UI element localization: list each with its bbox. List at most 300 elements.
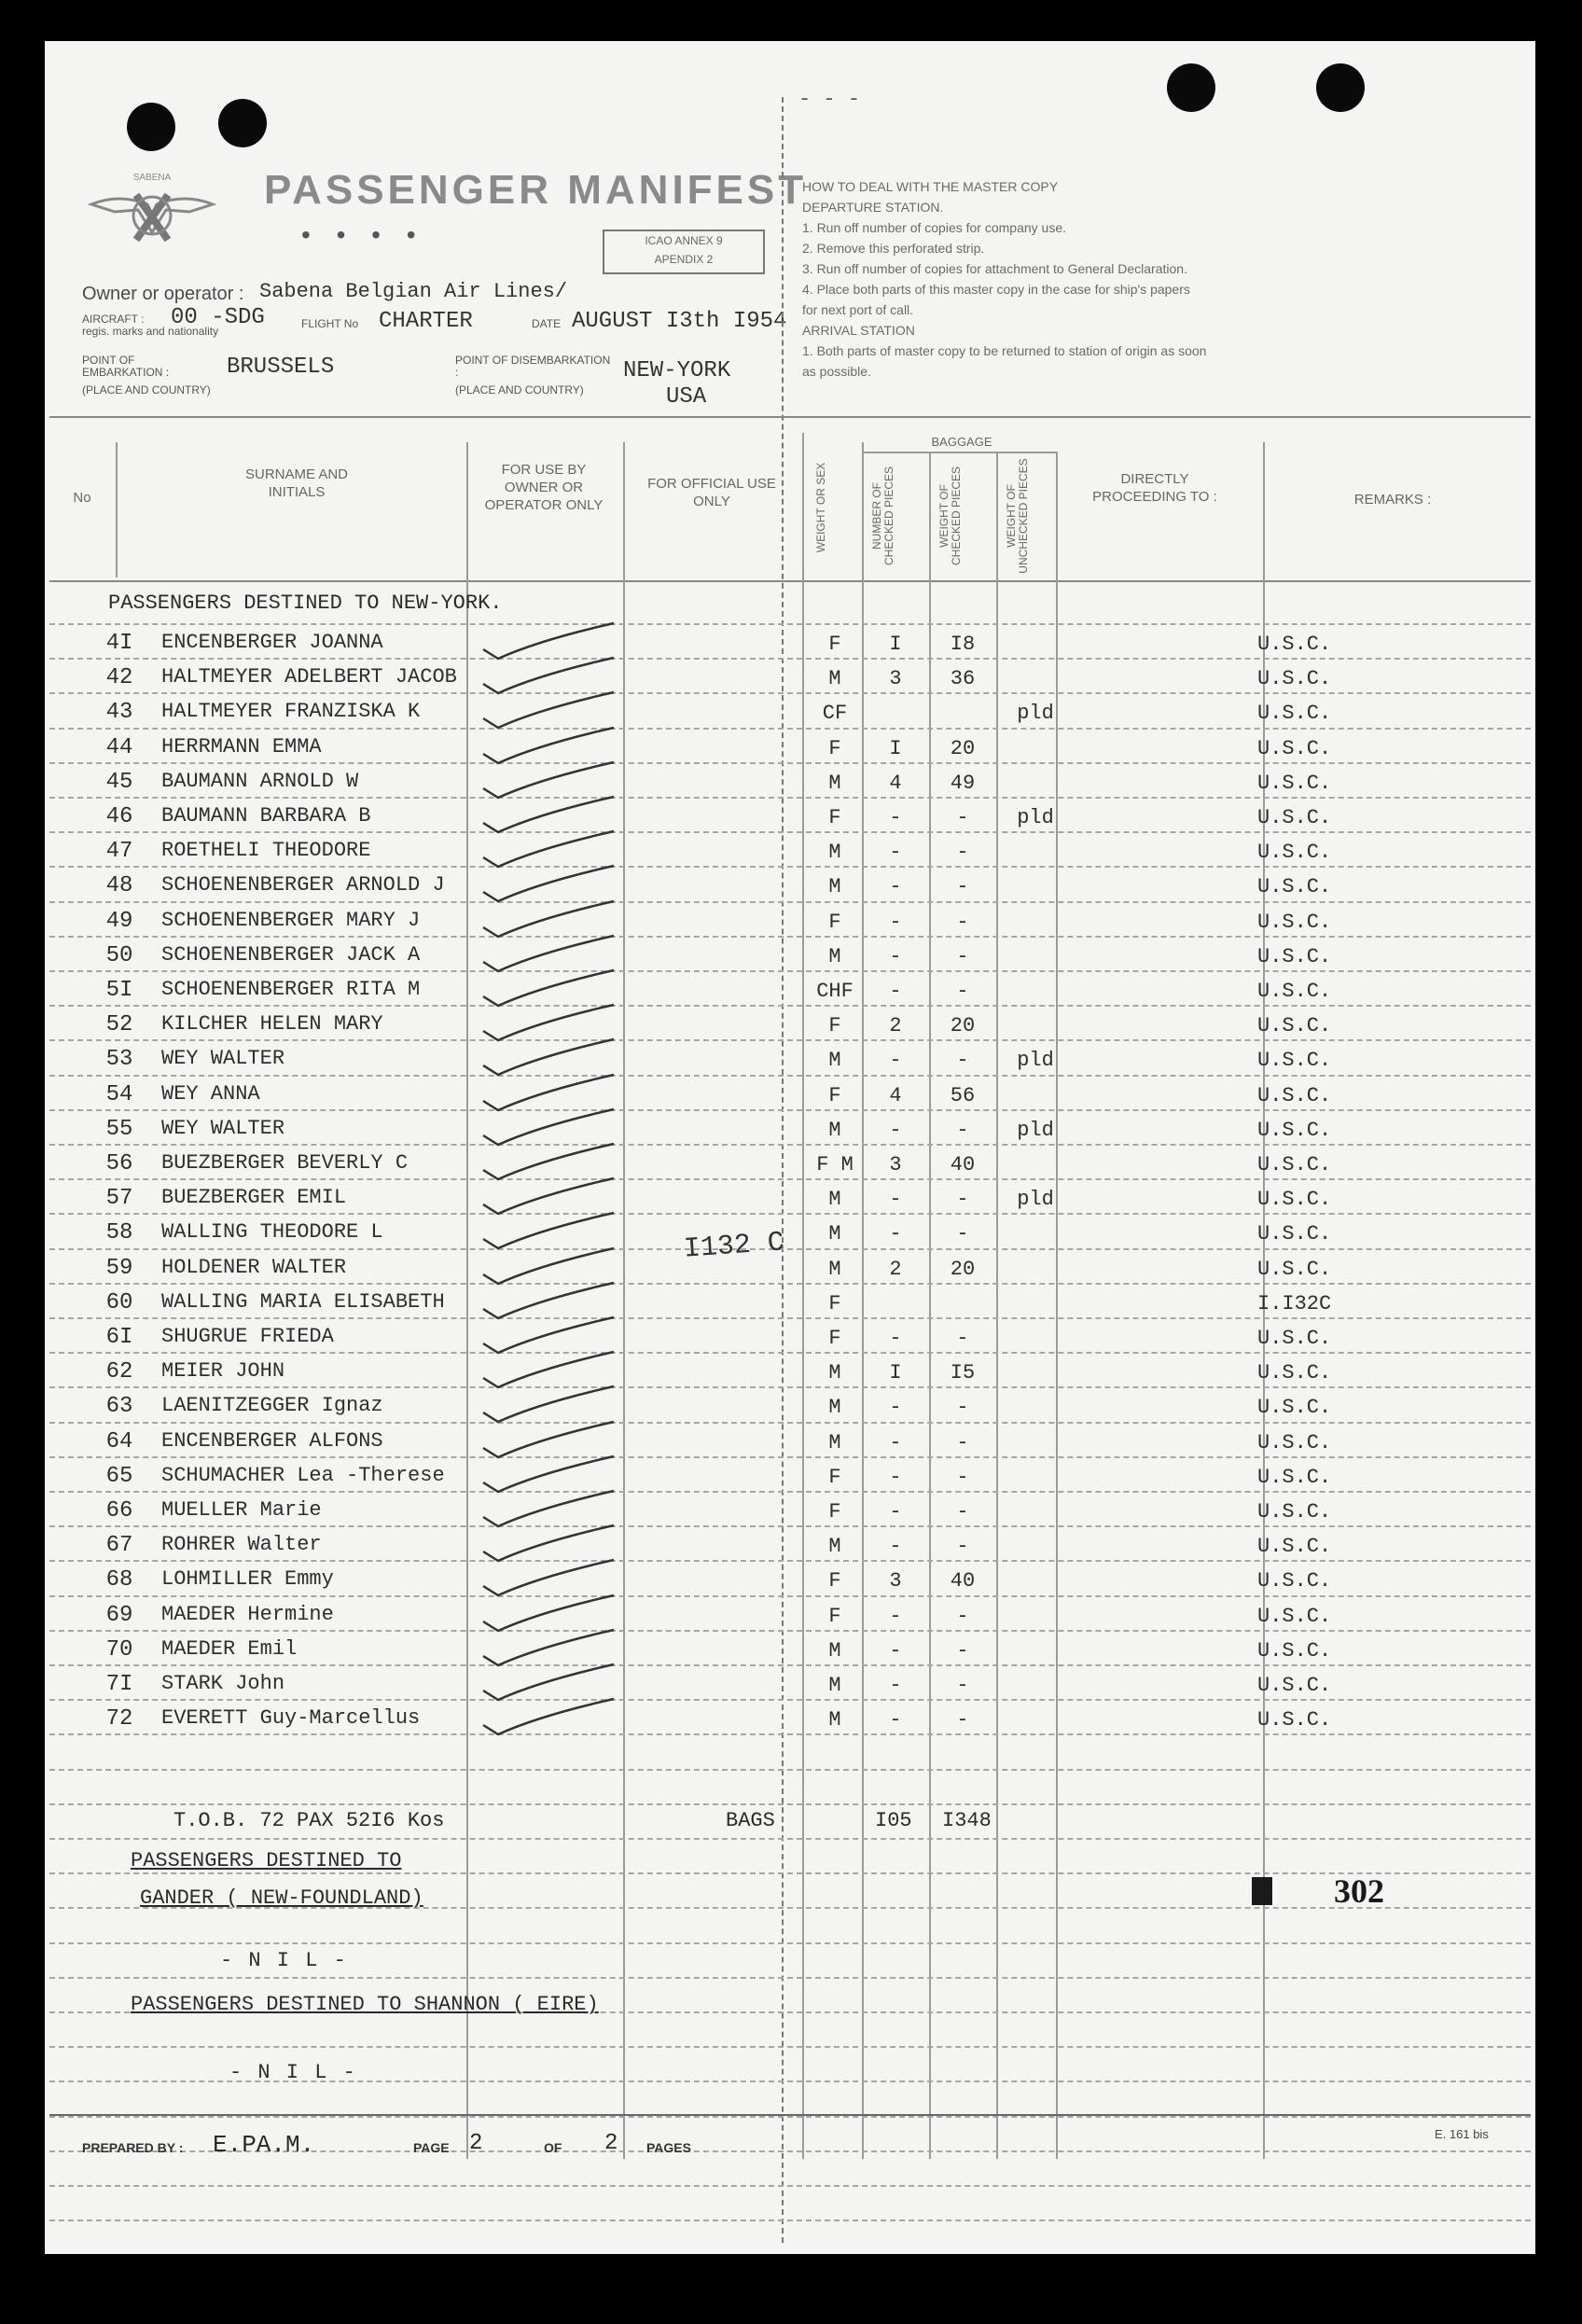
passenger-no: 53 <box>105 1047 133 1073</box>
row-rule <box>49 1838 1531 1840</box>
col-header-checked-wt: WEIGHT OF CHECKED PIECES <box>937 466 963 566</box>
checked-weight: - <box>956 910 969 934</box>
checked-pieces: - <box>889 875 902 899</box>
passenger-no: 69 <box>105 1602 133 1628</box>
passenger-remarks: U.S.C. <box>1257 1396 1332 1420</box>
passenger-row <box>45 1529 1535 1564</box>
checked-pieces: 2 <box>889 1257 902 1281</box>
passenger-remarks: U.S.C. <box>1257 1708 1332 1733</box>
of-label: OF <box>544 2140 562 2155</box>
checked-weight: I5 <box>950 1361 976 1385</box>
passenger-remarks: U.S.C. <box>1257 1638 1332 1663</box>
passenger-no: 55 <box>105 1116 133 1142</box>
checked-pieces: 2 <box>889 1014 902 1038</box>
checked-pieces: - <box>889 1535 902 1559</box>
checked-weight: - <box>956 841 969 865</box>
passenger-remarks: U.S.C. <box>1257 841 1332 865</box>
passenger-row <box>45 1148 1535 1182</box>
instruction-line: HOW TO DEAL WITH THE MASTER COPY <box>802 179 1059 194</box>
checked-pieces: 3 <box>889 667 902 691</box>
checked-weight: - <box>956 1638 969 1663</box>
master-copy-instructions <box>802 176 1455 382</box>
pages-label: PAGES <box>646 2140 691 2155</box>
checked-pieces: - <box>889 1118 902 1142</box>
passenger-sex: M <box>828 1222 841 1246</box>
passenger-no: 63 <box>105 1394 133 1420</box>
passenger-name: BAUMANN BARBARA B <box>161 804 371 828</box>
passenger-row <box>45 835 1535 870</box>
totals-bags-label: BAGS <box>726 1809 775 1832</box>
checked-weight: - <box>956 944 969 968</box>
manifest-title: PASSENGER MANIFEST <box>264 167 808 213</box>
passenger-no: 49 <box>105 908 133 934</box>
checked-pieces: - <box>889 1674 902 1697</box>
passenger-name: KILCHER HELEN MARY <box>161 1012 383 1037</box>
passenger-sex: M <box>828 1188 841 1212</box>
passenger-remarks: U.S.C. <box>1257 875 1332 899</box>
passenger-sex: CHF <box>816 980 853 1003</box>
passenger-name: STARK John <box>161 1672 285 1695</box>
passenger-remarks: U.S.C. <box>1257 736 1332 760</box>
passenger-no: 46 <box>105 804 133 829</box>
checked-pieces: - <box>889 910 902 934</box>
passenger-sex: F <box>828 633 841 656</box>
punch-hole <box>218 99 267 147</box>
passenger-remarks: U.S.C. <box>1257 1118 1332 1142</box>
manifest-page <box>45 41 1535 2254</box>
checked-pieces: 3 <box>889 1153 902 1176</box>
passenger-no: 70 <box>105 1636 133 1663</box>
title-dots: • • • • <box>301 220 425 249</box>
passenger-no: 67 <box>105 1533 133 1559</box>
passenger-row <box>45 870 1535 904</box>
passenger-name: SCHOENENBERGER ARNOLD J <box>161 873 445 898</box>
aircraft-value: 00 -SDG <box>171 305 265 330</box>
checked-weight: 56 <box>950 1083 976 1107</box>
passenger-name: BUEZBERGER EMIL <box>161 1186 347 1210</box>
passenger-no: 50 <box>105 942 133 968</box>
passenger-remarks: U.S.C. <box>1257 633 1332 656</box>
owner-label: Owner or operator : <box>82 284 244 304</box>
passenger-sex: M <box>828 1361 841 1385</box>
passenger-row <box>45 1495 1535 1529</box>
passenger-sex: F <box>828 1500 841 1524</box>
passenger-remarks: U.S.C. <box>1257 944 1332 968</box>
row-rule <box>49 623 1531 625</box>
unchecked-weight: pld <box>1017 1188 1054 1212</box>
instruction-line: ARRIVAL STATION <box>802 323 915 338</box>
section-heading-new-york: PASSENGERS DESTINED TO NEW-YORK. <box>108 591 503 615</box>
checked-weight: 40 <box>950 1569 976 1593</box>
checked-pieces: - <box>889 1500 902 1524</box>
passenger-remarks: U.S.C. <box>1257 1222 1332 1246</box>
passenger-no: 47 <box>105 839 133 865</box>
passenger-no: 64 <box>105 1428 133 1454</box>
checked-weight: 20 <box>950 736 976 760</box>
passenger-remarks: U.S.C. <box>1257 1361 1332 1385</box>
checked-weight: - <box>956 1708 969 1733</box>
passenger-no: 66 <box>105 1498 133 1524</box>
date-label: DATE <box>532 317 562 330</box>
passenger-name: BUEZBERGER BEVERLY C <box>161 1151 409 1175</box>
checked-pieces: - <box>889 1430 902 1454</box>
passenger-remarks: U.S.C. <box>1257 667 1332 691</box>
passenger-remarks: U.S.C. <box>1257 1049 1332 1073</box>
passenger-name: MUELLER Marie <box>161 1498 322 1522</box>
passenger-name: SCHOENENBERGER RITA M <box>161 978 421 1001</box>
passenger-sex: M <box>828 1430 841 1454</box>
icao-annex-box <box>603 230 765 274</box>
passenger-sex: CF <box>822 702 848 726</box>
passenger-name: SCHUMACHER Lea -Therese <box>161 1463 445 1487</box>
row-rule <box>49 1769 1531 1771</box>
passenger-row <box>45 1426 1535 1460</box>
totals-bags-weight: I348 <box>942 1809 992 1832</box>
passenger-no: 58 <box>105 1220 133 1246</box>
footer-rule <box>49 2114 1531 2116</box>
checked-weight: 40 <box>950 1153 976 1176</box>
aircraft-sub: regis. marks and nationality <box>82 325 219 338</box>
baggage-underline <box>864 452 1056 453</box>
passenger-name: WALLING MARIA ELISABETH <box>161 1289 445 1314</box>
icao-line-2: APENDIX 2 <box>654 253 714 266</box>
checked-pieces: 4 <box>889 1083 902 1107</box>
passenger-sex: F <box>828 1465 841 1489</box>
passenger-name: MAEDER Hermine <box>161 1602 334 1626</box>
passenger-name: MEIER JOHN <box>161 1359 285 1384</box>
passenger-remarks: U.S.C. <box>1257 1430 1332 1454</box>
passenger-row <box>45 696 1535 731</box>
passenger-sex: M <box>828 875 841 899</box>
passenger-row <box>45 1668 1535 1703</box>
stamp-number: 302 <box>1334 1872 1384 1910</box>
passenger-remarks: U.S.C. <box>1257 1014 1332 1038</box>
col-header-surname: SURNAME AND INITIALS <box>244 466 349 500</box>
table-header-bottom-rule <box>49 580 1531 582</box>
col-header-remarks: REMARKS : <box>1353 492 1432 508</box>
passenger-sex: F <box>828 1291 841 1315</box>
passenger-no: 62 <box>105 1359 133 1385</box>
passenger-remarks: U.S.C. <box>1257 806 1332 829</box>
unchecked-weight: pld <box>1017 702 1054 726</box>
passenger-remarks: U.S.C. <box>1257 910 1332 934</box>
passenger-sex: F <box>828 1327 841 1350</box>
passenger-remarks: U.S.C. <box>1257 1153 1332 1176</box>
disembark-country: USA <box>666 384 707 410</box>
passenger-remarks: U.S.C. <box>1257 1327 1332 1350</box>
checked-weight: 20 <box>950 1014 976 1038</box>
passenger-remarks: U.S.C. <box>1257 1257 1332 1281</box>
official-note: I132 C <box>682 1227 786 1266</box>
passenger-row <box>45 1703 1535 1737</box>
passenger-row <box>45 1460 1535 1495</box>
passenger-no: 59 <box>105 1255 133 1281</box>
passenger-row <box>45 1252 1535 1287</box>
check-mark-icon <box>455 1697 632 1738</box>
passenger-sex: F <box>828 806 841 829</box>
instruction-line: DEPARTURE STATION. <box>802 200 944 215</box>
passenger-name: ENCENBERGER ALFONS <box>161 1428 383 1453</box>
checked-weight: - <box>956 1222 969 1246</box>
passenger-sex: M <box>828 1708 841 1733</box>
passenger-name: SHUGRUE FRIEDA <box>161 1325 334 1348</box>
passenger-sex: M <box>828 841 841 865</box>
row-rule <box>49 1942 1531 1944</box>
of-value: 2 <box>604 2131 618 2156</box>
prepared-label: PREPARED BY : <box>82 2140 184 2155</box>
passenger-row <box>45 1217 1535 1251</box>
checked-pieces: - <box>889 841 902 865</box>
passenger-row <box>45 974 1535 1009</box>
col-header-directly: DIRECTLY PROCEEDING TO : <box>1092 471 1217 505</box>
passenger-name: MAEDER Emil <box>161 1636 298 1661</box>
col-divider <box>116 442 118 578</box>
checked-pieces: I <box>889 633 902 656</box>
col-header-baggage: BAGGAGE <box>931 435 992 449</box>
passenger-sex: M <box>828 1118 841 1142</box>
row-rule <box>49 2185 1531 2187</box>
flight-value: CHARTER <box>379 309 473 334</box>
passenger-row <box>45 800 1535 835</box>
passenger-row <box>45 1390 1535 1425</box>
passenger-row <box>45 1079 1535 1113</box>
stamp-mark <box>1252 1877 1272 1905</box>
checked-pieces: - <box>889 1604 902 1628</box>
passenger-row <box>45 905 1535 939</box>
checked-pieces: - <box>889 806 902 829</box>
checked-pieces: 4 <box>889 771 902 795</box>
checked-weight: I8 <box>950 633 976 656</box>
checked-weight: - <box>956 1327 969 1350</box>
svg-text:SABENA: SABENA <box>132 173 172 183</box>
table-top-rule <box>49 416 1531 418</box>
checked-pieces: - <box>889 1708 902 1733</box>
passenger-no: 72 <box>105 1706 133 1733</box>
passenger-row <box>45 1287 1535 1321</box>
passenger-row <box>45 1182 1535 1217</box>
checked-weight: - <box>956 1118 969 1142</box>
passenger-row <box>45 731 1535 766</box>
passenger-remarks: U.S.C. <box>1257 702 1332 726</box>
passenger-row <box>45 766 1535 800</box>
disembark-value: NEW-YORK <box>623 358 731 383</box>
col-header-official-use: FOR OFFICIAL USE ONLY <box>647 476 776 509</box>
unchecked-weight: pld <box>1017 806 1054 829</box>
checked-weight: - <box>956 875 969 899</box>
passenger-remarks: U.S.C. <box>1257 1083 1332 1107</box>
passenger-no: 6I <box>105 1325 133 1350</box>
passenger-sex: M <box>828 1535 841 1559</box>
checked-pieces: - <box>889 1638 902 1663</box>
punch-hole <box>1316 63 1365 112</box>
passenger-no: 4I <box>105 631 133 656</box>
passenger-name: EVERETT Guy-Marcellus <box>161 1706 421 1731</box>
passenger-sex: M <box>828 1049 841 1073</box>
passenger-sex: M <box>828 771 841 795</box>
passenger-no: 42 <box>105 665 133 691</box>
passenger-no: 56 <box>105 1151 133 1176</box>
passenger-no: 68 <box>105 1567 133 1593</box>
checked-pieces: - <box>889 1188 902 1212</box>
passenger-sex: M <box>828 944 841 968</box>
col-header-owner-use: FOR USE BY OWNER OR OPERATOR ONLY <box>484 462 604 513</box>
instruction-line: 4. Place both parts of this master copy in the case for ship's papers <box>802 282 1190 297</box>
checked-pieces: - <box>889 1049 902 1073</box>
checked-weight: - <box>956 1188 969 1212</box>
passenger-remarks: U.S.C. <box>1257 1188 1332 1212</box>
passenger-row <box>45 1356 1535 1390</box>
punch-hole <box>127 103 175 151</box>
owner-value: Sabena Belgian Air Lines/ <box>259 280 568 303</box>
passenger-name: LOHMILLER Emmy <box>161 1567 334 1592</box>
passenger-sex: F <box>828 1083 841 1107</box>
passenger-no: 7I <box>105 1672 133 1697</box>
punch-hole <box>1167 63 1215 112</box>
passenger-sex: F <box>828 1604 841 1628</box>
passenger-name: LAENITZEGGER Ignaz <box>161 1394 383 1418</box>
passenger-sex: M <box>828 1674 841 1697</box>
totals-tob: T.O.B. 72 PAX 52I6 Kos <box>173 1809 445 1832</box>
sabena-logo-icon <box>82 167 222 256</box>
instruction-line: 3. Run off number of copies for attachment to General Declaration. <box>802 261 1187 276</box>
nil-shannon: - N I L - <box>229 2061 357 2084</box>
passenger-name: BAUMANN ARNOLD W <box>161 769 359 793</box>
passenger-row <box>45 1599 1535 1634</box>
passenger-no: 57 <box>105 1186 133 1212</box>
passenger-no: 45 <box>105 769 133 795</box>
passenger-name: WEY WALTER <box>161 1116 285 1140</box>
passenger-remarks: U.S.C. <box>1257 1500 1332 1524</box>
passenger-no: 52 <box>105 1012 133 1038</box>
passenger-row <box>45 1634 1535 1668</box>
gander-heading: PASSENGERS DESTINED TO <box>131 1849 402 1872</box>
col-header-checked-num: NUMBER OF CHECKED PIECES <box>870 466 895 566</box>
checked-weight: - <box>956 1396 969 1420</box>
flight-label: FLIGHT No <box>301 317 359 330</box>
embark-label: POINT OF EMBARKATION : <box>82 354 170 379</box>
checked-pieces: - <box>889 1222 902 1246</box>
unchecked-weight: pld <box>1017 1049 1054 1073</box>
checked-weight: - <box>956 1465 969 1489</box>
passenger-no: 43 <box>105 700 133 726</box>
instruction-line: 2. Remove this perforated strip. <box>802 241 985 256</box>
passenger-name: HALTMEYER FRANZISKA K <box>161 700 421 724</box>
checked-weight: - <box>956 1500 969 1524</box>
passenger-row <box>45 1009 1535 1043</box>
disembark-sub: (PLACE AND COUNTRY) <box>455 383 584 397</box>
col-header-weight-sex: WEIGHT OR SEX <box>814 462 827 553</box>
passenger-row <box>45 627 1535 661</box>
passenger-name: WEY ANNA <box>161 1081 260 1106</box>
passenger-remarks: U.S.C. <box>1257 1569 1332 1593</box>
passenger-sex: F <box>828 736 841 760</box>
passenger-no: 65 <box>105 1463 133 1489</box>
passenger-no: 5I <box>105 978 133 1003</box>
row-rule <box>49 2220 1531 2221</box>
page-value: 2 <box>469 2131 483 2156</box>
passenger-remarks: U.S.C. <box>1257 1535 1332 1559</box>
passenger-sex: M <box>828 1257 841 1281</box>
checked-pieces: - <box>889 944 902 968</box>
icao-line-1: ICAO ANNEX 9 <box>645 234 723 247</box>
shannon-heading: PASSENGERS DESTINED TO SHANNON ( EIRE) <box>131 1993 599 2016</box>
unchecked-weight: pld <box>1017 1118 1054 1142</box>
instruction-line: 1. Run off number of copies for company use. <box>802 220 1067 235</box>
passenger-no: 54 <box>105 1081 133 1107</box>
passenger-no: 44 <box>105 734 133 760</box>
checked-weight: - <box>956 1604 969 1628</box>
passenger-name: ROHRER Walter <box>161 1533 322 1557</box>
col-header-no: No <box>73 490 91 506</box>
nil-gander: - N I L - <box>220 1949 348 1972</box>
checked-weight: 49 <box>950 771 976 795</box>
passenger-name: SCHOENENBERGER JACK A <box>161 942 421 967</box>
passenger-name: WALLING THEODORE L <box>161 1220 383 1245</box>
passenger-name: HOLDENER WALTER <box>161 1255 347 1279</box>
checked-weight: - <box>956 806 969 829</box>
row-rule <box>49 2046 1531 2048</box>
checked-pieces: I <box>889 736 902 760</box>
passenger-sex: M <box>828 1396 841 1420</box>
checked-pieces: I <box>889 1361 902 1385</box>
checked-pieces: - <box>889 980 902 1003</box>
passenger-row <box>45 1564 1535 1598</box>
top-mark: - - - <box>798 88 861 111</box>
passenger-row <box>45 939 1535 974</box>
passenger-name: HERRMANN EMMA <box>161 734 322 758</box>
passenger-remarks: U.S.C. <box>1257 1465 1332 1489</box>
instruction-line: as possible. <box>802 364 871 379</box>
passenger-remarks: U.S.C. <box>1257 1604 1332 1628</box>
checked-weight: - <box>956 1674 969 1697</box>
form-code: E. 161 bis <box>1435 2127 1489 2141</box>
passenger-no: 48 <box>105 873 133 899</box>
passenger-row <box>45 661 1535 696</box>
checked-weight: - <box>956 1535 969 1559</box>
passenger-sex: M <box>828 667 841 691</box>
embark-sub: (PLACE AND COUNTRY) <box>82 383 211 397</box>
passenger-row <box>45 1113 1535 1148</box>
disembark-label: POINT OF DISEMBARKATION : <box>455 354 611 379</box>
passenger-sex: F <box>828 1569 841 1593</box>
instruction-line: 1. Both parts of master copy to be returned to station of origin as soon <box>802 343 1207 358</box>
passenger-remarks: U.S.C. <box>1257 771 1332 795</box>
passenger-no: 60 <box>105 1289 133 1315</box>
passenger-name: SCHOENENBERGER MARY J <box>161 908 421 932</box>
date-value: AUGUST I3th I954 <box>572 309 787 334</box>
checked-weight: - <box>956 980 969 1003</box>
passenger-name: ROETHELI THEODORE <box>161 839 371 863</box>
passenger-sex: F <box>828 1014 841 1038</box>
checked-pieces: - <box>889 1327 902 1350</box>
passenger-sex: M <box>828 1638 841 1663</box>
passenger-name: HALTMEYER ADELBERT JACOB <box>161 665 457 689</box>
checked-pieces: - <box>889 1465 902 1489</box>
passenger-sex: F <box>828 910 841 934</box>
passenger-remarks: U.S.C. <box>1257 1674 1332 1697</box>
passenger-row <box>45 1043 1535 1078</box>
passenger-row <box>45 1321 1535 1356</box>
row-rule <box>49 1872 1531 1874</box>
prepared-value: E.PA.M. <box>213 2131 315 2159</box>
page-label: PAGE <box>413 2140 450 2155</box>
aircraft-label: AIRCRAFT : <box>82 313 145 326</box>
checked-weight: 36 <box>950 667 976 691</box>
row-rule <box>49 1977 1531 1979</box>
embark-value: BRUSSELS <box>227 355 335 380</box>
passenger-name: WEY WALTER <box>161 1047 285 1071</box>
checked-weight: - <box>956 1049 969 1073</box>
